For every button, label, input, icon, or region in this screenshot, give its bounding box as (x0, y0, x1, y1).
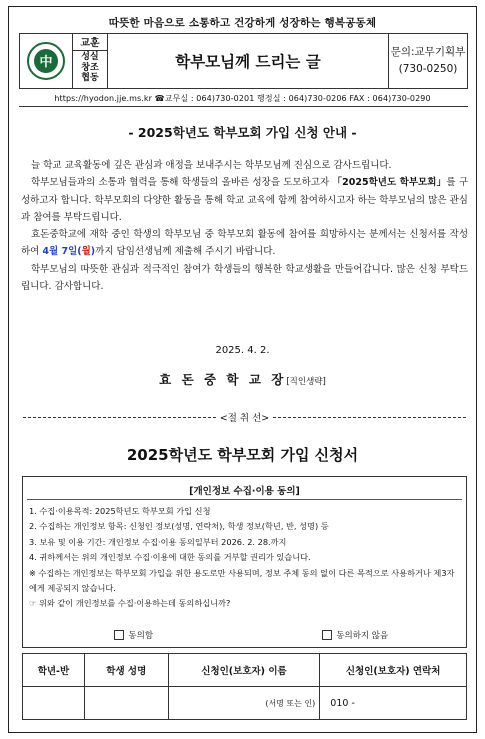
consent-title: [개인정보 수집·이용 동의] (27, 477, 462, 500)
consent-item-4: 4. 귀하께서는 위의 개인정보 수집·이용에 대한 동의를 거부할 권리가 있습니다. (29, 552, 311, 563)
letter-page (8, 6, 477, 733)
consent-item-5: ※ 수집하는 개인정보는 학부모회 가입을 위한 용도로만 사용되며, 정보 주체 동의 없이 다른 목적으로 사용하거나 제3자에게 제공되지 않습니다. (29, 567, 455, 594)
notice-body (21, 157, 468, 295)
seal-note: [직인생략] (286, 377, 326, 387)
col-student-name: 학생 성명 (84, 654, 168, 687)
principal-signature (9, 370, 476, 388)
student-name-cell[interactable] (84, 687, 168, 720)
phone-prefix: 010 - (330, 697, 355, 709)
application-table (22, 653, 467, 720)
cut-dash-left (23, 417, 216, 418)
consent-items (23, 500, 466, 616)
privacy-consent-box (22, 476, 467, 648)
guardian-phone-cell[interactable] (320, 687, 467, 720)
agree-checkbox[interactable] (114, 630, 124, 640)
letter-header (19, 33, 468, 89)
agree-option[interactable] (23, 629, 245, 641)
form-title: 2025학년도 학부모회 가입 신청서 (126, 446, 359, 464)
deadline-date: 4월 7일( (42, 246, 82, 258)
table-row (23, 687, 467, 720)
consent-question: ☞ 위와 같이 개인정보를 수집·이용하는데 동의하십니까? (29, 598, 231, 609)
school-contact-line: https://hyodon.jje.ms.kr ☎교무실 : 064)730-0201 행정실 : 064)730-0206 FAX : 064)730-0290 (54, 94, 431, 103)
motto-line-3: 협동 (81, 73, 99, 83)
motto-title: 교훈 (73, 39, 107, 52)
svg-text:中: 中 (39, 55, 53, 70)
disagree-label: 동의하지 않음 (336, 631, 389, 641)
paragraph-2-c: 를 구성하고자 합니다. 학부모회의 다양한 활동을 통해 학교 교육에 함께 참여하시고자 하는 학부모님의 많은 관심과 참여를 부탁드립니다. (21, 177, 468, 223)
school-emblem-icon (26, 41, 66, 81)
signature-text: 효 돈 중 학 교 장 (159, 372, 287, 387)
notice-title: - 2025학년도 학부모회 가입 신청 안내 - (128, 125, 357, 140)
deadline-close-paren: ) (90, 246, 96, 258)
letter-title: 학부모님께 드리는 글 (108, 34, 389, 88)
consent-options (23, 629, 466, 641)
col-grade-class: 학년-반 (23, 654, 85, 687)
school-motto: 따뜻한 마음으로 소통하고 건강하게 성장하는 행복공동체 (108, 17, 377, 29)
header-divider (19, 106, 468, 107)
disagree-checkbox[interactable] (322, 630, 332, 640)
cut-line (23, 410, 466, 424)
col-guardian-phone: 신청인(보호자) 연락처 (320, 654, 467, 687)
table-header-row (23, 654, 467, 687)
signature-hint: (서명 또는 인) (265, 698, 316, 708)
cut-dash-right (273, 417, 466, 418)
agree-label: 동의함 (128, 631, 154, 641)
school-motto-box (73, 34, 108, 88)
school-logo (20, 34, 73, 88)
paragraph-2 (21, 174, 468, 226)
contact-box (389, 34, 467, 88)
paragraph-3-a: 효돈중학교에 재학 중인 학생의 학부모님 중 학부모회 활동에 참여를 희망하시는 분께서는 신청서를 작성하여 (21, 229, 468, 258)
paragraph-2-bold: 「2025학년도 학부모회」 (332, 177, 447, 189)
consent-item-3: 3. 보유 및 이용 기간: 개인정보 수집·이용 동의일부터 2026. 2. 28.까지 (29, 536, 287, 547)
paragraph-3-end: 까지 담임선생님께 제출해 주시기 바랍니다. (95, 246, 276, 258)
motto-line-2: 창조 (81, 62, 99, 73)
col-guardian-name: 신청인(보호자) 이름 (168, 654, 320, 687)
consent-item-1: 1. 수집·이용목적: 2025학년도 학부모회 가입 신청 (29, 506, 211, 516)
guardian-name-cell[interactable] (168, 687, 320, 720)
consent-item-2: 2. 수집하는 개인정보 항목: 신청인 정보(성명, 연락처), 학생 정보(학년, 반, 성명) 등 (29, 521, 329, 532)
paragraph-4: 학부모님의 따뜻한 관심과 적극적인 참여가 학생들의 행복한 학교생활을 만들어갑니다. 많은 신청 부탁드립니다. 감사합니다. (21, 263, 468, 293)
contact-phone: (730-0250) (398, 63, 458, 75)
motto-line-1: 성실 (81, 52, 99, 62)
disagree-option[interactable] (245, 629, 467, 641)
cut-label: <절 취 선> (219, 413, 270, 424)
paragraph-2-a: 학부모님들과의 소통과 협력을 통해 학생들의 올바른 성장을 도모하고자 (31, 177, 333, 189)
contact-dept: 문의:교무기획부 (390, 46, 466, 58)
notice-date: 2025. 4. 2. (215, 345, 270, 356)
paragraph-3 (21, 226, 468, 261)
paragraph-1: 늘 학교 교육활동에 깊은 관심과 애정을 보내주시는 학부모님께 진심으로 감사드립니다. (31, 160, 392, 171)
grade-class-cell[interactable] (23, 687, 85, 720)
deadline-weekday: 월 (81, 246, 91, 258)
